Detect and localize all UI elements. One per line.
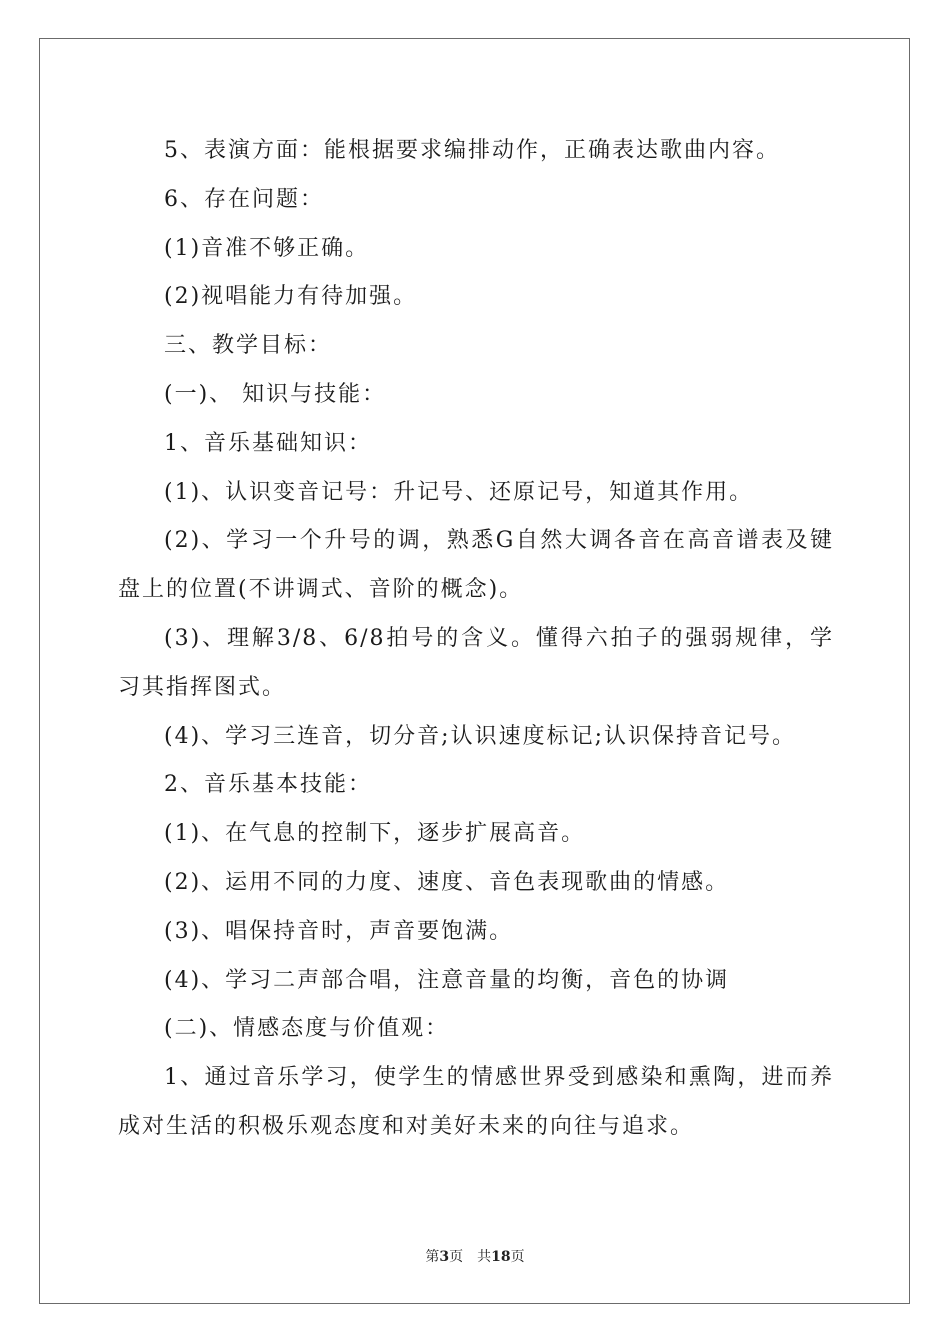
paragraph: 1、通过音乐学习，使学生的情感世界受到感染和熏陶，进而养成对生活的积极乐观态度和对美好未来的向往与追求。: [118, 1065, 834, 1139]
paragraph: (2)、运用不同的力度、速度、音色表现歌曲的情感。: [164, 869, 730, 895]
paragraph: (4)、学习二声部合唱，注意音量的均衡，音色的协调: [164, 967, 730, 993]
paragraph: 2、音乐基本技能：: [164, 772, 372, 798]
paragraph: (3)、唱保持音时，声音要饱满。: [164, 918, 514, 944]
paragraph: (1)、认识变音记号：升记号、还原记号，知道其作用。: [164, 479, 754, 505]
subsection-heading: (二)、情感态度与价值观：: [164, 1016, 450, 1042]
total-page-count: 18: [491, 1249, 511, 1265]
document-body: [118, 127, 834, 1152]
paragraph: 5、表演方面：能根据要求编排动作，正确表达歌曲内容。: [164, 138, 780, 163]
paragraph: 1、音乐基础知识：: [164, 430, 372, 456]
paragraph: (3)、理解3/8、6/8拍号的含义。懂得六拍子的强弱规律，学习其指挥图式。: [118, 625, 834, 700]
current-page-number: 3: [439, 1249, 450, 1265]
page-word: 页: [449, 1249, 464, 1265]
paragraph: (1)、在气息的控制下，逐步扩展高音。: [164, 821, 586, 847]
paragraph: (2)、学习一个升号的调，熟悉G自然大调各音在高音谱表及键盘上的位置(不讲调式、音阶的概念)。: [118, 528, 834, 603]
paragraph: (4)、学习三连音，切分音;认识速度标记;认识保持音记号。: [164, 723, 796, 749]
paragraph: (2)视唱能力有待加强。: [164, 284, 418, 310]
total-pages-prefix: 共: [477, 1249, 492, 1265]
page-footer: [0, 1248, 950, 1266]
section-heading: 三、教学目标：: [164, 333, 333, 359]
subsection-heading: (一)、 知识与技能：: [164, 381, 387, 407]
page-number-prefix: 第: [425, 1249, 440, 1265]
total-pages-suffix: 页: [510, 1249, 525, 1265]
paragraph: 6、存在问题：: [164, 186, 324, 212]
paragraph: (1)音准不够正确。: [164, 235, 370, 261]
